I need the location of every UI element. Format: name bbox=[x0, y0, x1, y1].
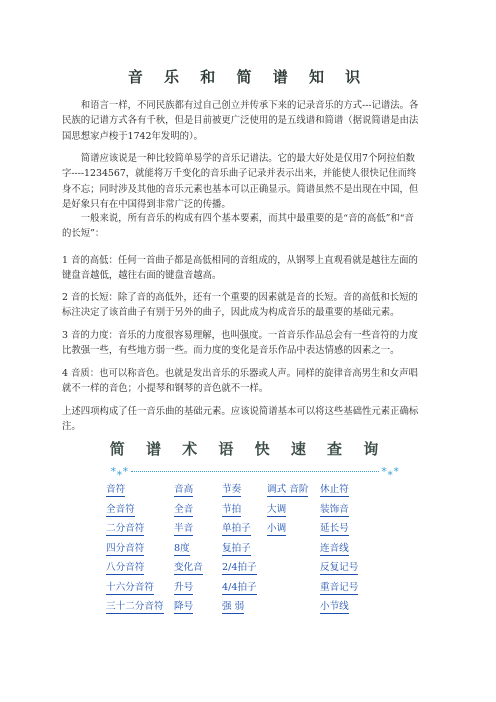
decorative-star-divider bbox=[110, 465, 420, 481]
star-right-ornament: *⁎* bbox=[380, 465, 400, 478]
duration-paragraph: 2 音的长短：除了音的高低外，还有一个重要的因素就是音的长短。音的高低和长短的标注决定了该首曲子有别于另外的曲子，因此成为构成音乐的最重要的基础元素。 bbox=[62, 292, 418, 319]
term-link[interactable]: 四分音符 bbox=[106, 542, 145, 554]
term-link[interactable]: 装饰音 bbox=[320, 503, 349, 515]
term-link[interactable]: 节奏 bbox=[222, 484, 242, 495]
term-link[interactable]: 8度 bbox=[174, 542, 190, 554]
term-link[interactable]: 变化音 bbox=[174, 562, 203, 573]
term-link[interactable]: 调式 音阶 bbox=[267, 484, 309, 495]
intro-paragraph: 和语言一样，不同民族都有过自己创立并传承下来的记录音乐的方式---记谱法。各民族的记谱方式各有千秋，但是目前被更广泛使用的是五线谱和简谱（据说简谱是由法国思想家卢梭于1742年发明的）。 bbox=[62, 100, 419, 142]
term-link[interactable]: 降号 bbox=[174, 601, 194, 612]
dotted-line bbox=[131, 471, 379, 472]
term-link[interactable]: 音符 bbox=[106, 484, 126, 495]
page-title: 音 乐 和 简 谱 知 识 bbox=[127, 68, 369, 86]
elements-paragraph: 一般来说，所有音乐的构成有四个基本要素，而其中最重要的是“音的高低”和“音的长短”： bbox=[62, 213, 414, 240]
section-title-quick-reference: 简 谱 术 语 快 速 查 询 bbox=[109, 440, 387, 458]
term-link[interactable]: 延长号 bbox=[320, 523, 349, 534]
term-link[interactable]: 全音符 bbox=[106, 503, 135, 515]
term-link[interactable]: 单拍子 bbox=[222, 523, 251, 534]
term-link[interactable]: 强 弱 bbox=[222, 601, 245, 612]
term-link[interactable]: 八分音符 bbox=[106, 562, 145, 573]
summary-paragraph: 上述四项构成了任一音乐曲的基础元素。应该说简谱基本可以将这些基础性元素正确标注。 bbox=[62, 406, 419, 433]
term-link[interactable]: 大调 bbox=[267, 503, 287, 515]
term-link[interactable]: 升号 bbox=[174, 581, 194, 593]
star-left-ornament: *⁎* bbox=[110, 465, 129, 478]
term-link[interactable]: 2/4拍子 bbox=[222, 562, 257, 573]
term-link[interactable]: 反复记号 bbox=[320, 562, 359, 573]
term-link[interactable]: 节拍 bbox=[222, 503, 242, 515]
term-link[interactable]: 复拍子 bbox=[222, 542, 251, 554]
term-link[interactable]: 十六分音符 bbox=[106, 581, 154, 593]
term-link[interactable]: 音高 bbox=[174, 484, 194, 495]
jianpu-paragraph: 简谱应该说是一种比较简单易学的音乐记谱法。它的最大好处是仅用7个阿拉伯数字----1234567，就能将万千变化的音乐曲子记录并表示出来，并能使人很快记住而终身不忘；同时涉及其他的音乐元素也基本可以正确显示。简谱虽然不是出现在中国，但是好象只有在中国得到非常广泛的传播。 bbox=[62, 153, 419, 211]
term-link[interactable]: 二分音符 bbox=[106, 523, 145, 534]
term-link[interactable]: 重音记号 bbox=[320, 581, 359, 593]
term-link[interactable]: 小节线 bbox=[320, 601, 349, 612]
timbre-paragraph: 4 音质：也可以称音色。也就是发出音乐的乐器或人声。同样的旋律音高男生和女声唱就不一样的音色；小提琴和钢琴的音色就不一样。 bbox=[62, 368, 418, 395]
term-link[interactable]: 连音线 bbox=[320, 542, 349, 554]
pitch-paragraph: 1 音的高低：任何一首曲子都是高低相同的音组成的，从钢琴上直观看就是越往左面的键盘音越低，越往右面的键盘音越高。 bbox=[62, 255, 418, 282]
term-link[interactable]: 4/4拍子 bbox=[222, 581, 257, 593]
term-link[interactable]: 半音 bbox=[174, 523, 194, 534]
term-link[interactable]: 全音 bbox=[174, 503, 194, 515]
dynamics-paragraph: 3 音的力度：音乐的力度很容易理解，也叫强度。一首音乐作品总会有一些音符的力度比教强一些，有些地方弱一些。而力度的变化是音乐作品中表达情感的因素之一。 bbox=[62, 330, 418, 357]
term-link[interactable]: 三十二分音符 bbox=[106, 601, 164, 612]
term-link[interactable]: 休止符 bbox=[320, 484, 349, 495]
term-link[interactable]: 小调 bbox=[267, 523, 287, 534]
